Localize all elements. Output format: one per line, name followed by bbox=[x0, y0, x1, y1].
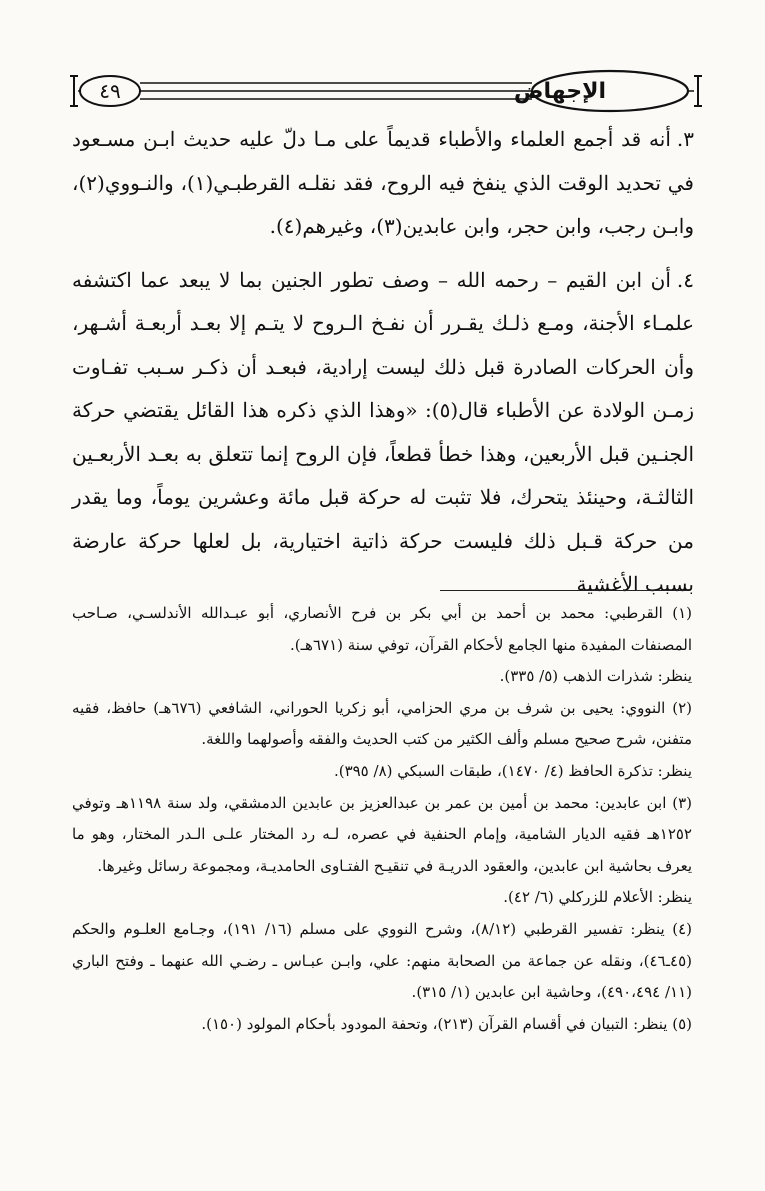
main-text bbox=[72, 118, 694, 607]
footnote-3-reference: ينظر: الأعلام للزركلي (٦/ ٤٢). bbox=[503, 888, 692, 907]
paragraph-number: ٣. bbox=[676, 127, 694, 151]
paragraph-3 bbox=[72, 118, 694, 249]
footnote-1-reference: ينظر: شذرات الذهب (٥/ ٣٣٥). bbox=[499, 667, 692, 686]
paragraph-4 bbox=[72, 259, 694, 607]
footnote-2-reference: ينظر: تذكرة الحافظ (٤/ ١٤٧٠)، طبقات السبكي (٨/ ٣٩٥). bbox=[333, 761, 692, 780]
page-number: ٤٩ bbox=[99, 79, 121, 103]
paragraph-number: ٤. bbox=[676, 267, 694, 292]
footnotes bbox=[72, 598, 692, 1040]
footnote-4: (٤) ينظر: تفسير القرطبي (٨/١٢)، وشرح النووي على مسلم (١٦/ ١٩١)، وجـامع العلـوم والحكم (٤٥ـ٤٦)، ونقله عن جماعة من الصحابة منهم: علي، وابـن عبـاس ـ رضـي الله عنهما ـ وفتح الباري (١١/ ٤٩٠،٤٩٤)، وحاشية ابن عابدين (١/ ٣١٥). bbox=[72, 919, 692, 1002]
page-header bbox=[70, 68, 702, 114]
chapter-title: الإجهاض bbox=[513, 78, 607, 104]
footnote-2: (٢) النووي: يحيى بن شرف بن مري الحزامي، أبو زكريا الحوراني، الشافعي (٦٧٦هـ) حافظ، فقيه متفنن، شرح صحيح مسلم وألف الكثير من كتب الحديث والفقه وأصولهما واللغة. bbox=[72, 698, 692, 749]
paragraph-text: أن ابن القيم – رحمه الله – وصف تطور الجنين بما لا يبعد عما اكتشفه علمـاء الأجنة، ومـع ذلـك يقـرر أن نفـخ الـروح لا يتـم إلا بعـد أربعـة أشـهر، وأن الحركات الصادرة قبل ذلك ليست إرادية، فبعـد أن ذكـر سـبب تفـاوت زمـن الولادة عن الأطباء قال(٥): «وهذا الذي ذكره هذا القائل يقتضي حركة الجنـين قبل الأربعين، وهذا خطأ قطعاً، فإن الروح إنما تتعلق به بعـد الأربعـين الثالثـة، وحينئذ يتحرك، فلا تثبت له حركة قبل مائة وعشرين يوماً، وما يقدر من حركة قـبل ذلك فليست حركة ذاتية اختيارية، بل لعلها حركة عارضة بسبب الأغشية bbox=[72, 267, 694, 596]
footnote-3: (٣) ابن عابدين: محمد بن أمين بن عمر بن عبدالعزيز بن عابدين الدمشقي، ولد سنة ١١٩٨هـ وتوفي ١٢٥٢هـ فقيه الديار الشامية، وإمام الحنفية في عصره، لـه رد المختار علـى الـدر المختار، وهو ما يعرف بحاشية ابن عابدين، والعقود الدريـة في تنقيـح الفتـاوى الحامديـة، ومجموعة رسائل وغيرها. bbox=[72, 793, 692, 875]
footnote-divider bbox=[440, 590, 686, 591]
paragraph-text: أنه قد أجمع العلماء والأطباء قديماً على مـا دلّ عليه حديث ابـن مسـعود في تحديد الوقت الذي ينفخ فيه الروح، فقد نقلـه القرطبـي(١)، والنـووي(٢)، وابـن رجب، وابن حجر، وابن عابدين(٣)، وغيرهم(٤). bbox=[72, 127, 694, 238]
footnote-1: (١) القرطبي: محمد بن أحمد بن أبي بكر بن فرح الأنصاري، أبو عبـدالله الأندلسـي، صـاحب المصنفات المفيدة منها الجامع لأحكام القرآن، توفي سنة (٦٧١هـ). bbox=[72, 604, 692, 654]
footnote-5: (٥) ينظر: التبيان في أقسام القرآن (٢١٣)، وتحفة المودود بأحكام المولود (١٥٠). bbox=[201, 1014, 692, 1033]
